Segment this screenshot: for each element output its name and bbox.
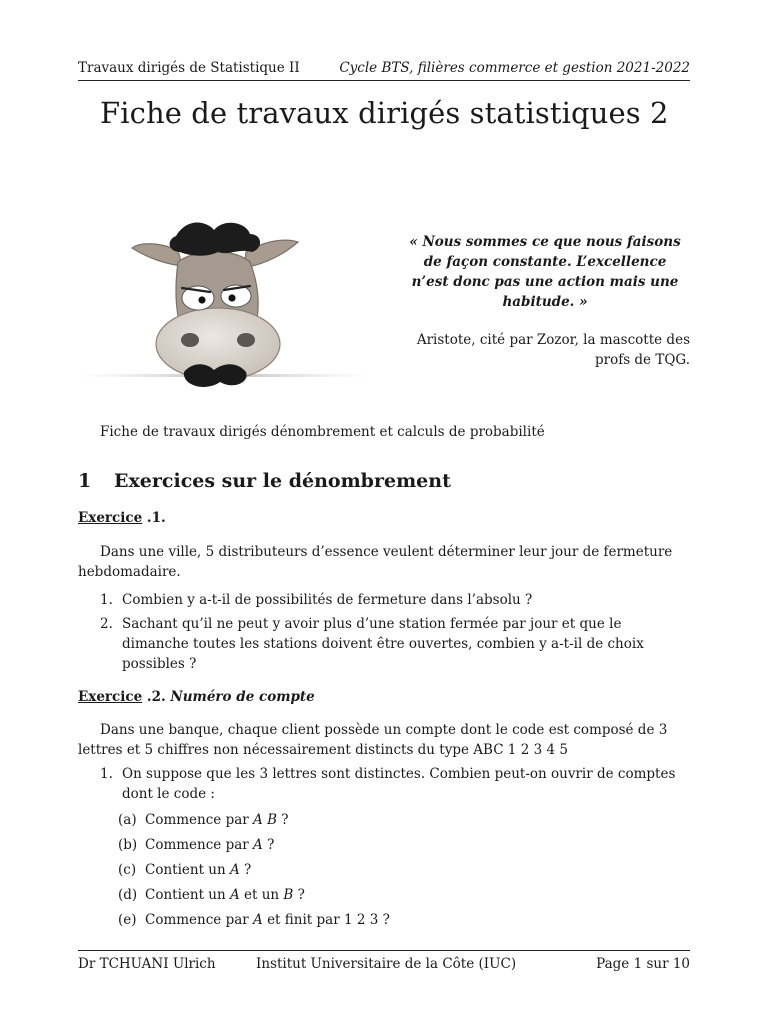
exercise-subtitle: Numéro de compte (170, 689, 315, 705)
text-part: ? (293, 887, 305, 903)
sub-item (118, 860, 678, 880)
text-part: Commence par (145, 837, 254, 853)
sub-item-label: (b) (118, 837, 138, 853)
exercise-2-statement: Dans une banque, chaque client possède un compte dont le code est composé de 3 lettres et 5 chiffres non nécessairement distincts du type ABC 1 2 3 4 5 (78, 722, 668, 758)
list-item (100, 590, 690, 610)
text-part: Contient un (145, 862, 230, 878)
text-part: Contient un (145, 887, 230, 903)
quote-block (400, 232, 690, 312)
section-heading (78, 470, 451, 492)
text-part: ? (262, 837, 275, 853)
exercise-2-heading (78, 689, 315, 705)
item-text: On suppose que les 3 lettres sont distinctes. Combien peut-on ouvrir de comptes dont le code : (122, 766, 676, 802)
sub-item-text (145, 810, 678, 830)
list-item (100, 764, 690, 804)
math-symbol: A (229, 887, 240, 903)
text-part: et finit par 1 2 3 ? (262, 912, 390, 928)
running-header (78, 58, 690, 81)
attribution-line: profs de TQG. (594, 352, 690, 368)
sub-item-label: (c) (118, 862, 137, 878)
item-number: 1. (100, 592, 113, 608)
math-symbol: B (283, 887, 294, 903)
zozor-mascot-image (78, 212, 370, 402)
list-item (100, 614, 690, 674)
header-cycle: Cycle BTS, filières commerce et gestion 2021-2022 (339, 60, 690, 76)
quote-line: habitude. » (502, 294, 588, 310)
exercise-number: .2. (142, 689, 166, 705)
sub-item-label: (a) (118, 812, 137, 828)
text-part: Commence par (145, 812, 254, 828)
math-symbol: A (229, 862, 240, 878)
quote-line: « Nous sommes ce que nous faisons (409, 234, 681, 250)
section-number: 1 (78, 470, 92, 492)
exercise-1-statement: Dans une ville, 5 distributeurs d’essence veulent déterminer leur jour de fermeture hebdomadaire. (78, 544, 673, 580)
sub-item (118, 835, 678, 855)
sub-item-text (145, 835, 678, 855)
item-number: 1. (100, 766, 113, 782)
sub-item-label: (e) (118, 912, 137, 928)
text-part: ? (239, 862, 252, 878)
sub-item (118, 885, 678, 905)
page-title: Fiche de travaux dirigés statistiques 2 (100, 96, 669, 130)
quote-attribution (400, 330, 690, 370)
text-part: et un (239, 887, 284, 903)
footer-author: Dr TCHUANI Ulrich (78, 956, 216, 972)
sub-item (118, 810, 678, 830)
page-footer (78, 950, 690, 972)
attribution-line: Aristote, cité par Zozor, la mascotte des (416, 332, 690, 348)
exercise-label: Exercice (78, 510, 143, 526)
sub-item-text (145, 860, 678, 880)
item-number: 2. (100, 616, 113, 632)
sub-item-text (145, 910, 678, 930)
text-part: ? (277, 812, 289, 828)
exercise-1-heading (78, 510, 166, 526)
quote-line: n’est donc pas une action mais une (411, 274, 679, 290)
sub-item (118, 910, 678, 930)
math-symbol: A (253, 912, 263, 928)
math-symbol: A (253, 837, 263, 853)
exercise-label: Exercice (78, 689, 143, 705)
header-course: Travaux dirigés de Statistique II (78, 60, 300, 76)
item-text: Combien y a-t-il de possibilités de fermeture dans l’absolu ? (122, 592, 533, 608)
exercise-number: .1. (142, 510, 166, 526)
sub-item-text (145, 885, 678, 905)
footer-institution: Institut Universitaire de la Côte (IUC) (256, 956, 517, 972)
intro-text: Fiche de travaux dirigés dénombrement et calculs de probabilité (100, 424, 545, 440)
quote-line: de façon constante. L’excellence (423, 254, 667, 270)
sub-item-label: (d) (118, 887, 138, 903)
math-symbol: A B (253, 812, 277, 828)
footer-page-number: Page 1 sur 10 (596, 956, 690, 972)
section-title: Exercices sur le dénombrement (114, 470, 451, 492)
text-part: Commence par (145, 912, 254, 928)
item-text: Sachant qu’il ne peut y avoir plus d’une station fermée par jour et que le dimanche toutes les stations doivent être ouvertes, combien y a-t-il de choix possibles ? (122, 616, 644, 672)
